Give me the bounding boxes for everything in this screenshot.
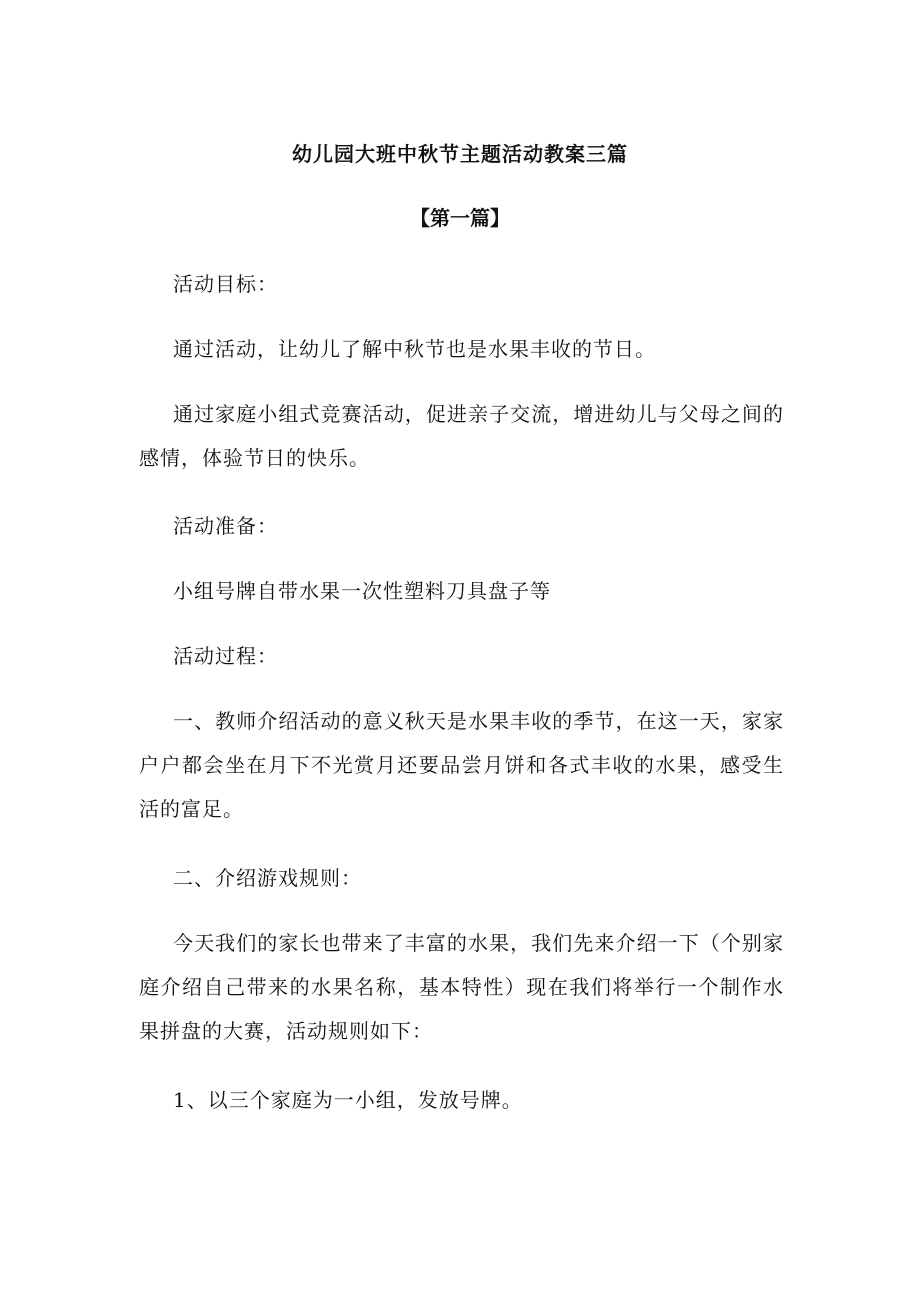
- paragraph-rule-1: 1、以三个家庭为一小组，发放号牌。: [173, 1088, 523, 1112]
- paragraph-goal-2: 通过家庭小组式竞赛活动，促进亲子交流，增进幼儿与父母之间的感情，体验节日的快乐。: [139, 402, 784, 470]
- document-title: 幼儿园大班中秋节主题活动教案三篇: [292, 142, 628, 166]
- paragraph-process-heading: 活动过程：: [173, 644, 278, 668]
- paragraph-goal-1: 通过活动，让幼儿了解中秋节也是水果丰收的节日。: [173, 337, 656, 361]
- paragraph-step-1: 一、教师介绍活动的意义秋天是水果丰收的季节，在这一天，家家户户都会坐在月下不光赏月还要品尝月饼和各式丰收的水果，感受生活的富足。: [139, 709, 784, 821]
- paragraph-step-2-body: 今天我们的家长也带来了丰富的水果，我们先来介绍一下（个别家庭介绍自己带来的水果名称，基本特性）现在我们将举行一个制作水果拼盘的大赛，活动规则如下：: [139, 931, 784, 1043]
- section-heading: 【第一篇】: [410, 206, 510, 230]
- paragraph-step-2-heading: 二、介绍游戏规则：: [173, 866, 362, 890]
- paragraph-goal-heading: 活动目标：: [173, 272, 278, 296]
- paragraph-prep-items: 小组号牌自带水果一次性塑料刀具盘子等: [173, 579, 551, 603]
- paragraph-prep-heading: 活动准备：: [173, 514, 278, 538]
